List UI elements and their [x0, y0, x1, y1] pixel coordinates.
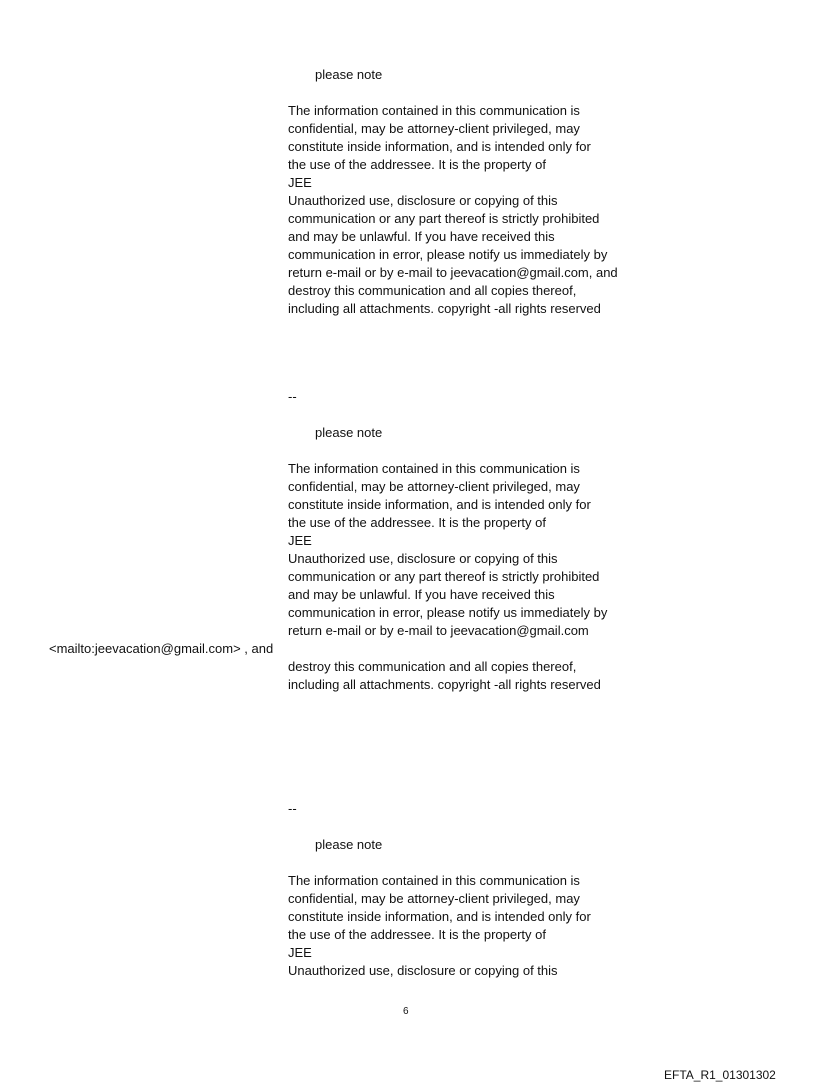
disclaimer-line: The information contained in this communication is: [288, 873, 580, 888]
mailto-link-text: <mailto:jeevacation@gmail.com> , and: [49, 641, 274, 656]
disclaimer-line: The information contained in this communication is: [288, 103, 580, 118]
disclaimer-line: confidential, may be attorney-client privileged, may: [288, 479, 580, 494]
disclaimer-line: constitute inside information, and is intended only for: [288, 497, 591, 512]
disclaimer-line: JEE: [288, 175, 312, 190]
disclaimer-line: constitute inside information, and is intended only for: [288, 909, 591, 924]
separator: --: [288, 389, 297, 404]
disclaimer-line: JEE: [288, 533, 312, 548]
disclaimer-line: and may be unlawful. If you have received this: [288, 229, 555, 244]
please-note-heading: please note: [315, 67, 383, 82]
disclaimer-line: including all attachments. copyright -all rights reserved: [288, 301, 601, 316]
disclaimer-line: return e-mail or by e-mail to jeevacation@gmail.com: [288, 623, 589, 638]
document-id: EFTA_R1_01301302: [664, 1068, 776, 1082]
disclaimer-line: destroy this communication and all copies thereof,: [288, 659, 577, 674]
disclaimer-line: Unauthorized use, disclosure or copying of this: [288, 551, 558, 566]
disclaimer-line: communication or any part thereof is strictly prohibited: [288, 211, 600, 226]
disclaimer-line: communication in error, please notify us immediately by: [288, 247, 608, 262]
disclaimer-line: the use of the addressee. It is the property of: [288, 157, 546, 172]
disclaimer-line: destroy this communication and all copies thereof,: [288, 283, 577, 298]
disclaimer-line: and may be unlawful. If you have received this: [288, 587, 555, 602]
page-number: 6: [403, 1006, 409, 1017]
disclaimer-line: communication in error, please notify us immediately by: [288, 605, 608, 620]
disclaimer-line: confidential, may be attorney-client privileged, may: [288, 891, 580, 906]
disclaimer-line: The information contained in this communication is: [288, 461, 580, 476]
disclaimer-line: constitute inside information, and is intended only for: [288, 139, 591, 154]
disclaimer-line: JEE: [288, 945, 312, 960]
please-note-heading: please note: [315, 425, 383, 440]
disclaimer-line: the use of the addressee. It is the property of: [288, 515, 546, 530]
disclaimer-line: including all attachments. copyright -all rights reserved: [288, 677, 601, 692]
disclaimer-line: the use of the addressee. It is the property of: [288, 927, 546, 942]
disclaimer-line: confidential, may be attorney-client privileged, may: [288, 121, 580, 136]
separator: --: [288, 801, 297, 816]
disclaimer-line: return e-mail or by e-mail to jeevacation@gmail.com, and: [288, 265, 618, 280]
disclaimer-line: Unauthorized use, disclosure or copying of this: [288, 193, 558, 208]
please-note-heading: please note: [315, 837, 383, 852]
disclaimer-line: communication or any part thereof is strictly prohibited: [288, 569, 600, 584]
disclaimer-line: Unauthorized use, disclosure or copying of this: [288, 963, 558, 978]
